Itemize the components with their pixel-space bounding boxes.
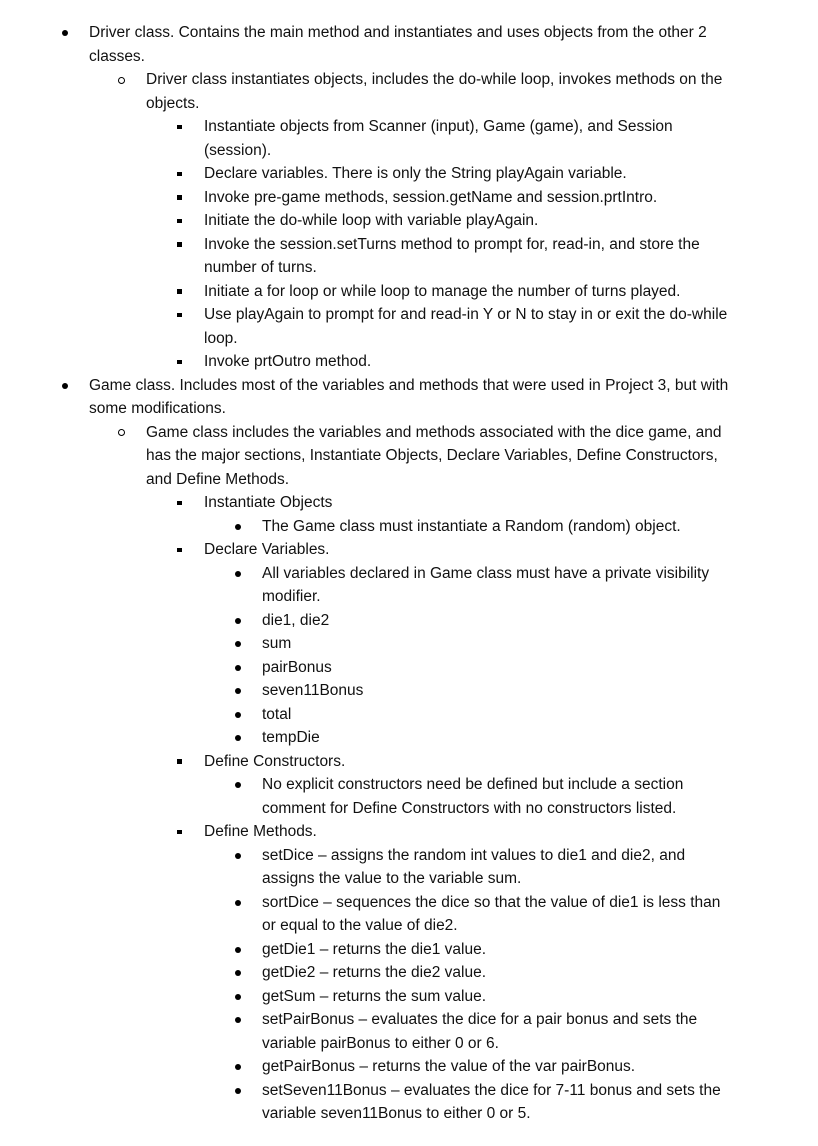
bullet-dot-icon — [235, 641, 241, 647]
bullet-dot-icon — [235, 1088, 241, 1094]
method-item: sortDice – sequences the dice so that the value of die1 is less than or equal to the value of die2. — [262, 893, 721, 934]
bullet-dot-icon — [235, 712, 241, 718]
bullet-dot-icon — [235, 947, 241, 953]
list-item — [0, 726, 737, 750]
list-item — [0, 985, 737, 1009]
bullet-dot-icon — [62, 383, 68, 389]
list-item-driver-class — [0, 21, 729, 68]
bullet-square-icon — [177, 219, 182, 224]
section-label: Instantiate Objects — [204, 494, 333, 511]
list-item — [0, 938, 737, 962]
game-class-heading: Game class. Includes most of the variables and methods that were used in Project 3, but with some modifications. — [89, 376, 729, 417]
bullet-dot-icon — [235, 688, 241, 694]
driver-step: Invoke pre-game methods, session.getName and session.prtIntro. — [204, 188, 658, 206]
section-define-constructors — [0, 750, 739, 774]
list-item — [0, 515, 737, 539]
bullet-dot-icon — [235, 900, 241, 906]
list-item — [0, 562, 737, 609]
list-item — [0, 961, 737, 985]
variable-item: total — [262, 705, 292, 723]
method-item: getSum – returns the sum value. — [262, 987, 487, 1005]
bullet-dot-icon — [235, 618, 241, 624]
bullet-dot-icon — [235, 1017, 241, 1023]
list-item — [0, 115, 739, 162]
bullet-dot-icon — [235, 571, 241, 577]
list-item — [0, 773, 737, 820]
variable-item: sum — [262, 635, 292, 652]
bullet-dot-icon — [62, 30, 68, 36]
variable-item: All variables declared in Game class must have a private visibility modifier. — [262, 564, 710, 605]
list-item — [0, 844, 737, 891]
driver-step: Declare variables. There is only the String playAgain variable. — [204, 165, 627, 182]
method-item: setPairBonus – evaluates the dice for a pair bonus and sets the variable pairBonus to either 0 or 6. — [262, 1011, 698, 1052]
section-label: Define Constructors. — [204, 752, 346, 770]
bullet-square-icon — [177, 242, 182, 247]
method-item: getDie1 – returns the die1 value. — [262, 940, 487, 958]
list-item — [0, 632, 737, 656]
section-declare-variables — [0, 538, 739, 562]
bullet-square-icon — [177, 548, 182, 553]
bullet-square-icon — [177, 360, 182, 365]
list-item — [0, 209, 739, 233]
bullet-square-icon — [177, 172, 182, 177]
list-item — [0, 891, 737, 938]
bullet-dot-icon — [235, 782, 241, 788]
list-item — [0, 1055, 737, 1079]
variable-item: die1, die2 — [262, 611, 330, 629]
method-item: setDice – assigns the random int values to die1 and die2, and assigns the value to the variable sum. — [262, 846, 686, 887]
driver-step: Invoke prtOutro method. — [204, 353, 372, 370]
bullet-dot-icon — [235, 735, 241, 741]
variable-item: seven11Bonus — [262, 682, 364, 699]
bullet-square-icon — [177, 759, 182, 764]
section-define-methods — [0, 820, 739, 844]
variable-item: tempDie — [262, 729, 320, 746]
list-item — [0, 1079, 737, 1126]
driver-step: Initiate the do-while loop with variable playAgain. — [204, 212, 539, 229]
method-item: getDie2 – returns the die2 value. — [262, 964, 487, 981]
document-body — [0, 21, 818, 1126]
bullet-square-icon — [177, 289, 182, 294]
bullet-dot-icon — [235, 970, 241, 976]
list-item — [0, 280, 739, 304]
bullet-square-icon — [177, 830, 182, 835]
instantiate-item: The Game class must instantiate a Random (random) object. — [262, 517, 681, 535]
list-item — [0, 186, 739, 210]
list-item — [0, 703, 737, 727]
bullet-circle-icon — [118, 429, 125, 436]
bullet-dot-icon — [235, 1064, 241, 1070]
list-item — [0, 162, 739, 186]
list-item — [0, 656, 737, 680]
variable-item: pairBonus — [262, 658, 332, 676]
constructor-item: No explicit constructors need be defined but include a section comment for Define Constructors with no constructors listed. — [262, 776, 684, 817]
list-item-game-class — [0, 374, 729, 421]
list-item-game-sub — [0, 421, 736, 492]
bullet-dot-icon — [235, 524, 241, 530]
driver-step: Invoke the session.setTurns method to prompt for, read-in, and store the number of turns. — [204, 235, 700, 276]
bullet-square-icon — [177, 195, 182, 200]
section-label: Define Methods. — [204, 823, 317, 840]
driver-step: Instantiate objects from Scanner (input), Game (game), and Session (session). — [204, 118, 673, 159]
bullet-dot-icon — [235, 994, 241, 1000]
driver-step: Initiate a for loop or while loop to manage the number of turns played. — [204, 282, 681, 300]
driver-class-heading: Driver class. Contains the main method and instantiates and uses objects from the other 2 classes. — [89, 24, 707, 65]
list-item — [0, 1008, 737, 1055]
bullet-dot-icon — [235, 665, 241, 671]
driver-step: Use playAgain to prompt for and read-in Y or N to stay in or exit the do-while loop. — [204, 306, 728, 347]
section-label: Declare Variables. — [204, 541, 330, 558]
list-item — [0, 609, 737, 633]
bullet-square-icon — [177, 125, 182, 130]
list-item — [0, 350, 739, 374]
method-item: getPairBonus – returns the value of the var pairBonus. — [262, 1058, 636, 1075]
bullet-square-icon — [177, 501, 182, 506]
bullet-circle-icon — [118, 77, 125, 84]
driver-class-summary: Driver class instantiates objects, includes the do-while loop, invokes methods on the objects. — [146, 71, 723, 112]
list-item — [0, 233, 739, 280]
list-item — [0, 303, 739, 350]
section-instantiate-objects — [0, 491, 739, 515]
bullet-square-icon — [177, 313, 182, 318]
game-class-summary: Game class includes the variables and methods associated with the dice game, and has the major sections, Instantiate Objects, Declare Variables, Define Constructors, and Define Methods. — [146, 423, 722, 488]
bullet-dot-icon — [235, 853, 241, 859]
method-item: setSeven11Bonus – evaluates the dice for 7-11 bonus and sets the variable seven11Bonus to either 0 or 5. — [262, 1081, 721, 1122]
list-item-driver-sub — [0, 68, 736, 115]
list-item — [0, 679, 737, 703]
